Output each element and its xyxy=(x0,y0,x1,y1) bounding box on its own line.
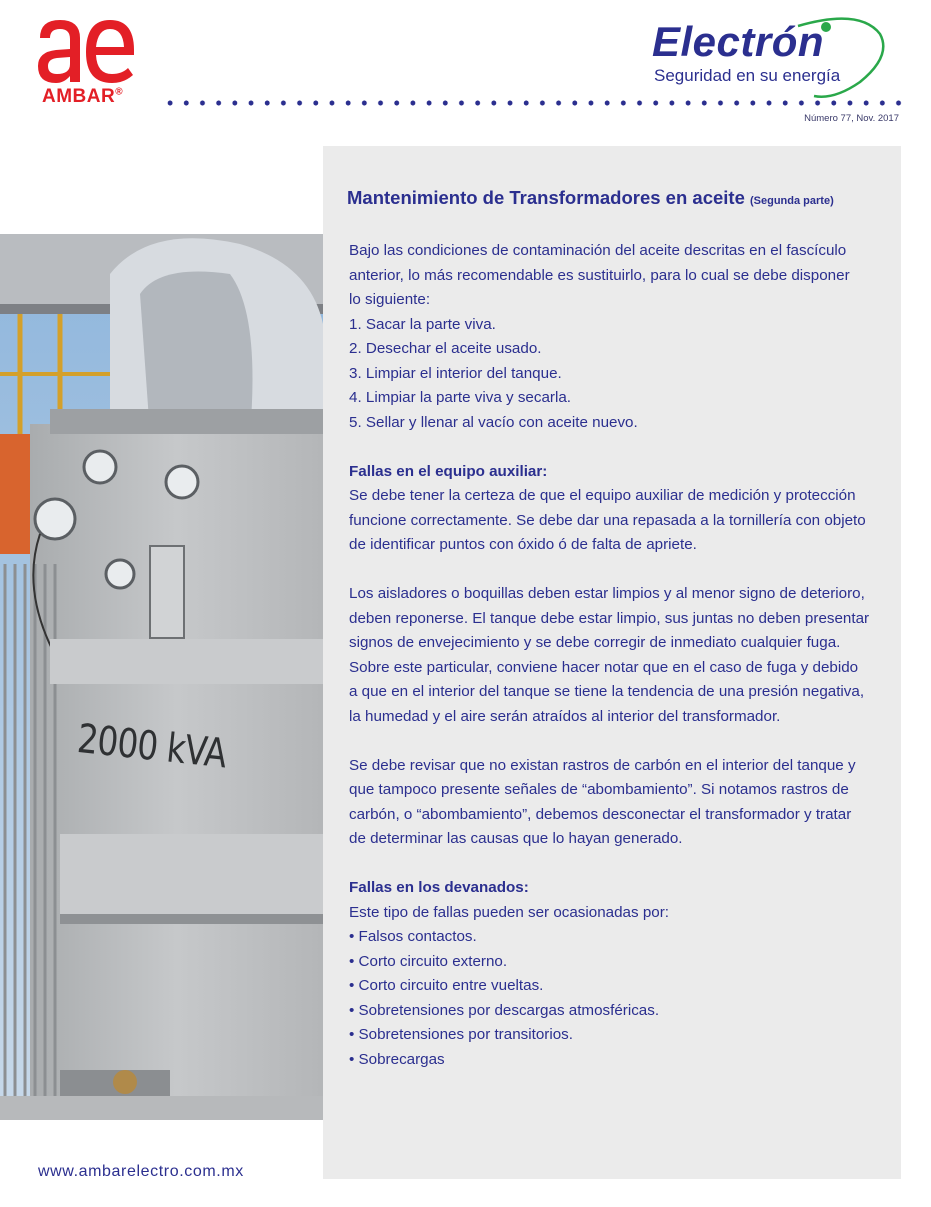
step-item: 3. Limpiar el interior del tanque. xyxy=(349,364,562,382)
para2-line: Sobre este particular, conviene hacer notar que en el caso de fuga y debido xyxy=(349,658,859,676)
windings-heading: Fallas en los devanados: xyxy=(349,879,529,896)
para3-line: de determinar las causas que lo hayan generado. xyxy=(349,830,683,847)
para2-line: la humedad y el aire serán atraídos al interior del transformador. xyxy=(349,707,781,725)
intro-line: lo siguiente: xyxy=(349,291,431,308)
intro-line: Bajo las condiciones de contaminación del aceite descritas en el fascículo xyxy=(349,242,847,259)
windings-item: • Sobrecargas xyxy=(349,1050,445,1068)
issue-number: Número 77, Nov. 2017 xyxy=(804,113,899,124)
para2-line: a que en el interior del tanque se tiene la tendencia de una presión negativa, xyxy=(349,683,865,700)
transformer-photo xyxy=(0,234,323,1120)
electron-title: Electrón xyxy=(652,18,825,65)
ambar-brand: AMBAR® xyxy=(42,86,124,107)
step-item: 2. Desechar el aceite usado. xyxy=(349,340,542,357)
article-title: Mantenimiento de Transformadores en aceite (Segunda parte) xyxy=(347,187,834,208)
windings-item: • Falsos contactos. xyxy=(349,928,477,945)
para2-line: Los aisladores o boquillas deben estar limpios y al menor signo de deterioro, xyxy=(349,585,865,602)
article xyxy=(349,186,897,1072)
windings-item: • Sobretensiones por descargas atmosféricas. xyxy=(349,1001,660,1019)
website-link[interactable]: www.ambarelectro.com.mx xyxy=(38,1163,244,1180)
para2-line: deben reponerse. El tanque debe estar limpio, sus juntas no deben presentar xyxy=(349,609,870,627)
para2-line: signos de envejecimiento y se debe corregir de inmediato cualquier fuga. xyxy=(349,634,841,651)
aux-line: de identificar puntos con óxido ó de falta de apriete. xyxy=(349,536,697,553)
step-item: 4. Limpiar la parte viva y secarla. xyxy=(349,389,571,406)
step-item: 1. Sacar la parte viva. xyxy=(349,315,496,333)
electron-tagline: Seguridad en su energía xyxy=(654,66,841,85)
aux-line: funcione correctamente. Se debe dar una repasada a la tornillería con objeto xyxy=(349,511,866,529)
para3-line: Se debe revisar que no existan rastros de carbón en el interior del tanque y xyxy=(349,756,856,774)
windings-intro: Este tipo de fallas pueden ser ocasionadas por: xyxy=(349,903,669,921)
aux-line: Se debe tener la certeza de que el equipo auxiliar de medición y protección xyxy=(349,487,856,504)
windings-item: • Corto circuito entre vueltas. xyxy=(349,977,544,994)
article-title-sub: (Segunda parte) xyxy=(750,195,834,207)
step-item: 5. Sellar y llenar al vacío con aceite nuevo. xyxy=(349,413,638,431)
aux-heading: Fallas en el equipo auxiliar: xyxy=(349,462,548,480)
para3-line: que tampoco presente señales de “abombamiento”. Si notamos rastros de xyxy=(349,781,849,798)
intro-line: anterior, lo más recomendable es sustituirlo, para lo cual se debe disponer xyxy=(349,266,850,284)
windings-item: • Corto circuito externo. xyxy=(349,952,508,970)
windings-item: • Sobretensiones por transitorios. xyxy=(349,1026,573,1043)
ambar-ae-logo xyxy=(36,16,136,86)
tank-stencil: 2000 kVA xyxy=(75,716,229,778)
para3-line: carbón, o “abombamiento”, debemos desconectar el transformador y tratar xyxy=(349,805,852,823)
